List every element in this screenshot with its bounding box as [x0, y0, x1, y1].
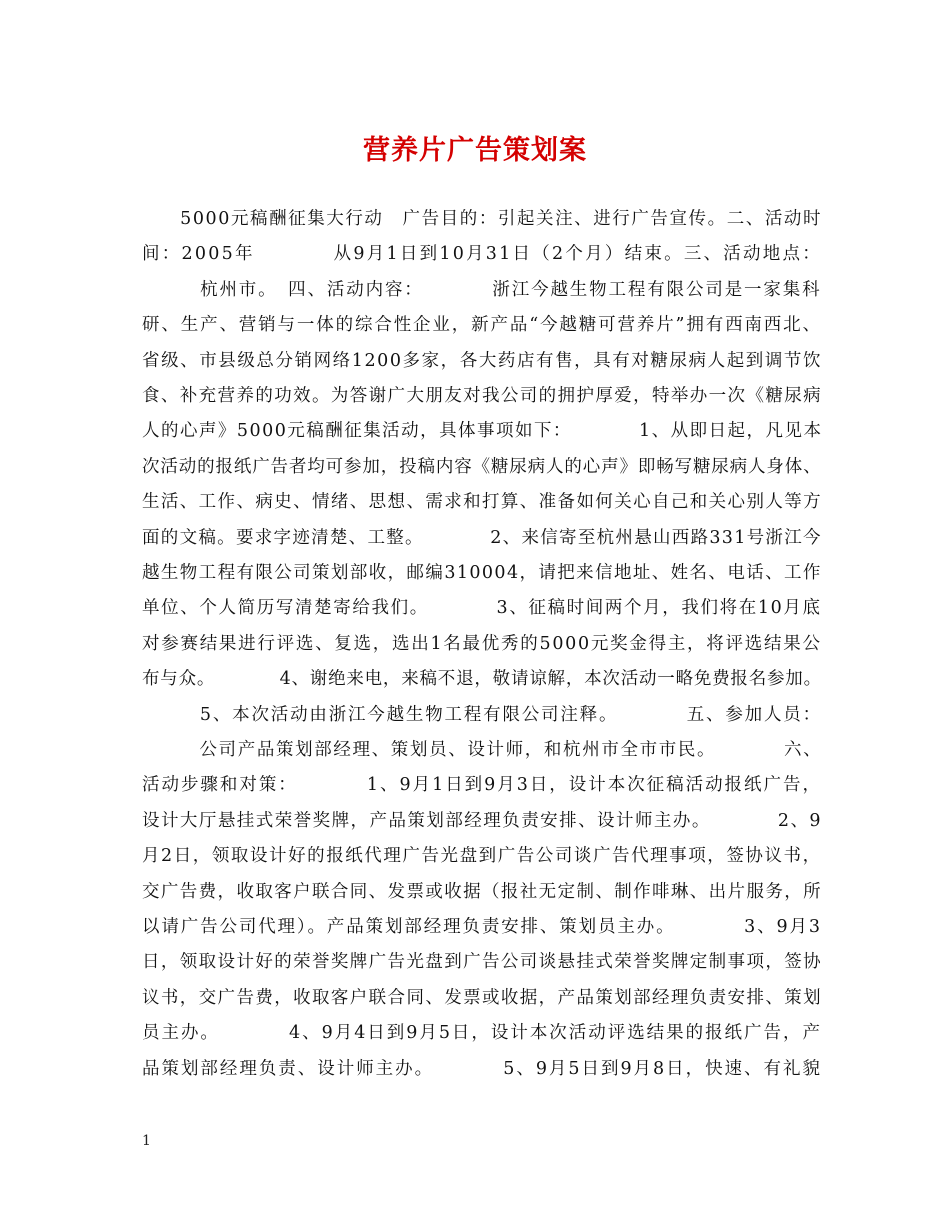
body-text-line: 设计大厅悬挂式荣誉奖牌，产品策划部经理负责安排、设计师主办。 2、9 [142, 810, 822, 831]
body-text-line: 议书，交广告费，收取客户联合同、发票或收据，产品策划部经理负责安排、策划 [142, 987, 822, 1008]
body-text-line: 日，领取设计好的荣誉奖牌广告光盘到广告公司谈悬挂式荣誉奖牌定制事项，签协 [142, 952, 822, 973]
body-text-line: 生活、工作、病史、情绪、思想、需求和打算、准备如何关心自己和关心别人等方 [142, 492, 822, 513]
body-text-line: 人的心声》5000元稿酬征集活动，具体事项如下： 1、从即日起，凡见本 [142, 421, 822, 442]
body-text-line: 食、补充营养的功效。为答谢广大朋友对我公司的拥护厚爱，特举办一次《糖尿病 [142, 386, 822, 406]
body-text-line: 间：2005年 从9月1日到10月31日（2个月）结束。三、活动地点： [142, 244, 822, 265]
body-text-line: 对参赛结果进行评选、复选，选出1名最优秀的5000元奖金得主，将评选结果公 [142, 633, 822, 654]
body-text-line: 公司产品策划部经理、策划员、设计师，和杭州市全市市民。 六、 [142, 740, 822, 760]
body-text-line: 越生物工程有限公司策划部收，邮编310004，请把来信地址、姓名、电话、工作 [142, 563, 822, 583]
body-text-line: 研、生产、营销与一体的综合性企业，新产品“今越糖可营养片”拥有西南西北、 [142, 315, 822, 336]
body-text-line: 活动步骤和对策： 1、9月1日到9月3日，设计本次征稿活动报纸广告， [142, 775, 822, 796]
body-text-line: 员主办。 4、9月4日到9月5日，设计本次活动评选结果的报纸广告，产 [142, 1023, 822, 1044]
body-text-line: 以请广告公司代理）。产品策划部经理负责安排、策划员主办。 3、9月3 [142, 917, 822, 937]
body-text-line: 杭州市。 四、活动内容： 浙江今越生物工程有限公司是一家集科 [142, 279, 822, 300]
page-number: 1 [142, 1133, 151, 1149]
body-text-line: 交广告费，收取客户联合同、发票或收据（报社无定制、制作啡琳、出片服务，所 [142, 881, 822, 902]
page-title: 营养片广告策划案 [363, 135, 587, 166]
body-text-line: 次活动的报纸广告者均可参加，投稿内容《糖尿病人的心声》即畅写糖尿病人身体、 [142, 456, 822, 477]
body-text-line: 5、本次活动由浙江今越生物工程有限公司注释。 五、参加人员： [142, 704, 822, 725]
body-text-line: 月2日，领取设计好的报纸代理广告光盘到广告公司谈广告代理事项，签协议书， [142, 846, 822, 867]
body-text-line: 5000元稿酬征集大行动 广告目的：引起关注、进行广告宣传。二、活动时 [142, 209, 822, 229]
body-text-line: 面的文稿。要求字迹清楚、工整。 2、来信寄至杭州悬山西路331号浙江今 [142, 527, 822, 548]
body-text-line: 省级、市县级总分销网络1200多家，各大药店有售，具有对糖尿病人起到调节饮 [142, 350, 822, 371]
body-text-line: 布与众。 4、谢绝来电，来稿不退，敬请谅解，本次活动一略免费报名参加。 [142, 669, 822, 690]
body-text-line: 品策划部经理负责、设计师主办。 5、9月5日到9月8日，快速、有礼貌 [142, 1058, 822, 1079]
body-text-line: 单位、个人简历写清楚寄给我们。 3、征稿时间两个月，我们将在10月底 [142, 598, 822, 619]
